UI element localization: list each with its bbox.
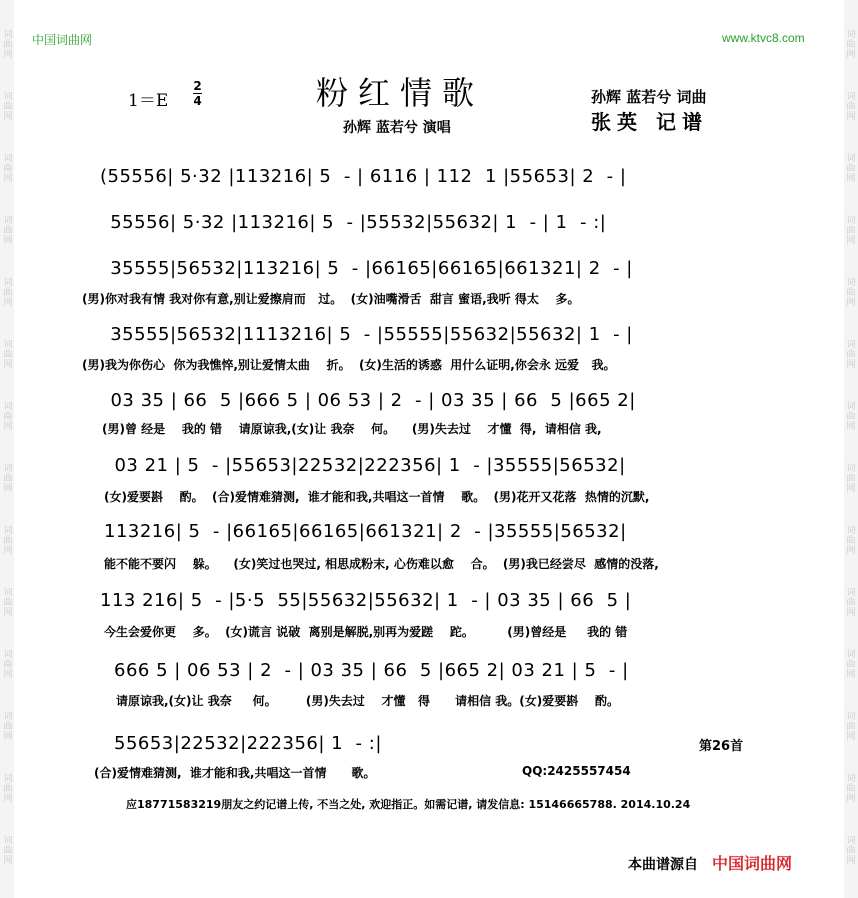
watermark-text: 词 曲 网 <box>846 402 856 432</box>
lyric-row: (男)我为你伤心 你为我憔悴,别让爱情太曲 折。 (女)生活的诱惑 用什么证明,你会永 远爱 我。 <box>82 358 616 372</box>
left-margin-strip <box>0 0 14 898</box>
watermark-text: 词 曲 网 <box>3 278 13 308</box>
source-brand-link[interactable]: 中国词曲网 <box>712 854 793 873</box>
notation-row: 03 35 | 66 5 |666 5 | 06 53 | 2 - | 03 35 | 66 5 |665 2| <box>98 390 636 411</box>
credit-lyrics: 孙辉 蓝若兮 词曲 <box>591 88 707 106</box>
watermark-text: 词 曲 网 <box>846 464 856 494</box>
lyric-row: 能不能不要闪 躲。 (女)笑过也哭过, 相思成粉末, 心伤难以愈 合。 (男)我已经尝尽 感情的没落, <box>104 557 659 571</box>
song-title: 粉红情歌 <box>316 74 485 112</box>
watermark-text: 词 曲 网 <box>3 216 13 246</box>
watermark-text: 词 曲 网 <box>846 526 856 556</box>
lyric-row: 今生会爱你更 多。 (女)谎言 说破 离别是解脱,别再为爱蹉 跎。 (男)曾经是 我的 错 <box>104 625 628 639</box>
watermark-text: 词 曲 网 <box>846 836 856 866</box>
notation-row: 55653|22532|222356| 1 - :| <box>114 733 382 754</box>
watermark-text: 词 曲 网 <box>846 588 856 618</box>
credit-score: 张英 记谱 <box>591 110 708 134</box>
notation-row: 666 5 | 06 53 | 2 - | 03 35 | 66 5 |665 2| 03 21 | 5 - | <box>114 660 629 681</box>
source-label: 本曲谱源自 <box>628 857 698 873</box>
watermark-text: 词 曲 网 <box>3 402 13 432</box>
notation-row: 113216| 5 - |66165|66165|661321| 2 - |35555|56532| <box>104 521 627 542</box>
watermark-text: 词 曲 网 <box>846 216 856 246</box>
watermark-text: 词 曲 网 <box>3 464 13 494</box>
right-margin-strip <box>844 0 858 898</box>
watermark-text: 词 曲 网 <box>3 526 13 556</box>
lyric-row: (女)爱要斟 酌。 (合)爱情难猜测, 谁才能和我,共唱这一首情 歌。 (男)花开又花落 热情的沉默, <box>104 490 650 504</box>
notation-row: 03 21 | 5 - |55653|22532|222356| 1 - |35555|56532| <box>102 455 626 476</box>
watermark-text: 词 曲 网 <box>3 712 13 742</box>
watermark-text: 词 曲 网 <box>846 712 856 742</box>
site-name-left[interactable]: 中国词曲网 <box>32 33 93 47</box>
watermark-text: 词 曲 网 <box>3 154 13 184</box>
watermark-text: 词 曲 网 <box>846 92 856 122</box>
time-signature-bottom: 4 <box>193 94 202 108</box>
notation-row: 113 216| 5 - |5·5 55|55632|55632| 1 - | 03 35 | 66 5 | <box>100 590 632 611</box>
notation-row: 35555|56532|1113216| 5 - |55555|55632|55632| 1 - | <box>104 324 633 345</box>
watermark-text: 词 曲 网 <box>846 278 856 308</box>
watermark-text: 词 曲 网 <box>3 650 13 680</box>
watermark-text: 词 曲 网 <box>846 154 856 184</box>
lyric-row: (合)爱情难猜测, 谁才能和我,共唱这一首情 歌。 <box>94 766 376 780</box>
time-signature-top: 2 <box>193 79 202 93</box>
song-number: 第26首 <box>699 739 744 754</box>
notation-row: 35555|56532|113216| 5 - |66165|66165|661321| 2 - | <box>104 258 633 279</box>
watermark-text: 词 曲 网 <box>3 92 13 122</box>
lyric-row: 请原谅我,(女)让 我奈 何。 (男)失去过 才懂 得 请相信 我。(女)爱要斟 酌。 <box>116 694 619 708</box>
qq-contact: QQ:2425557454 <box>522 764 631 778</box>
notation-row: 55556| 5·32 |113216| 5 - |55532|55632| 1 - | 1 - :| <box>104 212 607 233</box>
watermark-text: 词 曲 网 <box>3 836 13 866</box>
singers: 孙辉 蓝若兮 演唱 <box>343 120 451 136</box>
site-url-right[interactable]: www.ktvc8.com <box>722 31 805 45</box>
watermark-text: 词 曲 网 <box>846 650 856 680</box>
lyric-row: (男)你对我有情 我对你有意,别让爱擦肩而 过。 (女)油嘴滑舌 甜言 蜜语,我听 得太 多。 <box>82 292 580 306</box>
watermark-text: 词 曲 网 <box>3 774 13 804</box>
key-signature: 1＝E <box>128 91 169 111</box>
watermark-text: 词 曲 网 <box>3 588 13 618</box>
watermark-text: 词 曲 网 <box>3 340 13 370</box>
time-signature <box>193 79 202 108</box>
watermark-text: 词 曲 网 <box>846 340 856 370</box>
footer-note: 应18771583219朋友之约记谱上传, 不当之处, 欢迎指正。如需记谱, 请发信息: 15146665788. 2014.10.24 <box>126 798 691 811</box>
notation-row: (55556| 5·32 |113216| 5 - | 6116 | 112 1 |55653| 2 - | <box>100 166 627 187</box>
watermark-text: 词 曲 网 <box>3 30 13 60</box>
source-credit <box>628 851 792 874</box>
watermark-text: 词 曲 网 <box>846 30 856 60</box>
watermark-text: 词 曲 网 <box>846 774 856 804</box>
lyric-row: (男)曾 经是 我的 错 请原谅我,(女)让 我奈 何。 (男)失去过 才懂 得, 请相信 我, <box>102 422 602 436</box>
